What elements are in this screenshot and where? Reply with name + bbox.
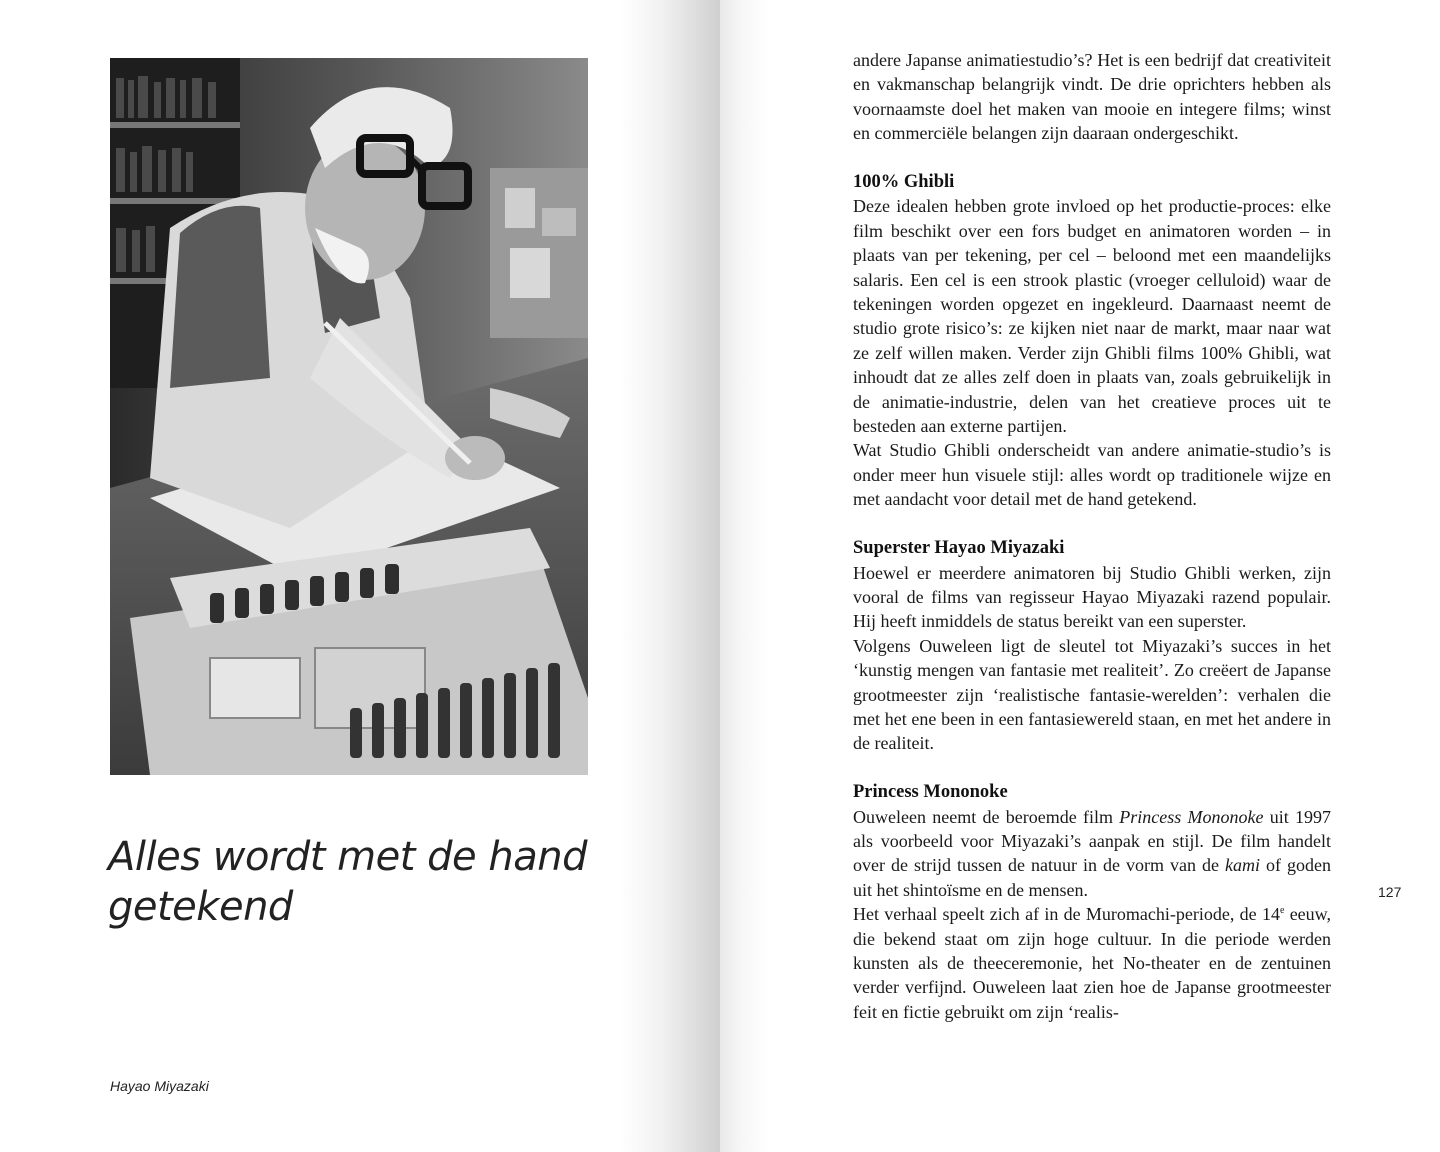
paragraph: Hoewel er meerdere animatoren bij Studio Ghibli werken, zijn vooral de films van regisseur Hayao Miyazaki razend populair. Hij heeft inmiddels de status bereikt van een superster.: [853, 562, 1331, 632]
intro-paragraph: andere Japanse animatiestudio’s? Het is een bedrijf dat creativiteit en vakmanschap belangrijk vindt. De drie oprichters hebben als voornaamste doel het maken van mooie en integere films; winst en commerciële belangen zijn daaraan ondergeschikt.: [853, 50, 1331, 144]
text-run: uit 1997 als voorbeeld voor Miyazaki’s aanpak en stijl. De film handelt over de strijd tussen de natuur in de vorm van de: [853, 806, 1331, 876]
paragraph: [853, 902, 1331, 1024]
section-heading-princess-mononoke: Princess Mononoke: [853, 782, 1008, 803]
page-number: 127: [1378, 884, 1402, 900]
paragraph: Volgens Ouweleen ligt de sleutel tot Miyazaki’s succes in het ‘kunstig mengen van fantasie met realiteit’. Zo creëert de Japanse grootmeester zijn ‘realistische fantasie-werelden’: verhalen die met het ene been in een fantasiewereld staan, en met het andere in de realiteit.: [853, 635, 1331, 754]
paragraph: Deze idealen hebben grote invloed op het productie-proces: elke film beschikt over een fors budget en animatoren worden – in plaats van per tekening, per cel – beloond met een maandelijks salaris. Een cel is een strook plastic (vroeger celluloid) waar de tekeningen worden opgezet en ingekleurd. Daarnaast neemt de studio grote risico’s: ze kijken niet naar de markt, maar naar wat ze zelf willen maken. Verder zijn Ghibli films 100% Ghibli, wat inhoudt dat ze alles zelf doen in plaats van, zoals gebruikelijk in de animatie-industrie, delen van het creatieve proces uit te besteden aan externe partijen.: [853, 196, 1331, 437]
article-body: [853, 48, 1331, 1024]
paragraph: Wat Studio Ghibli onderscheidt van andere animatie-studio’s is onder meer hun visuele stijl: alles wordt op traditionele wijze en met aandacht voor detail met de hand getekend.: [853, 440, 1331, 510]
section-heading-superster: Superster Hayao Miyazaki: [853, 538, 1065, 559]
photo-caption: Hayao Miyazaki: [110, 1078, 209, 1094]
section-heading-100-ghibli: 100% Ghibli: [853, 172, 955, 193]
text-run: of goden uit het shintoïsme en de mensen.: [853, 855, 1331, 900]
text-run: Ouweleen neemt de beroemde film: [853, 806, 1120, 827]
miyazaki-photo: [110, 58, 588, 775]
superscript: e: [1279, 905, 1285, 917]
term-kami: kami: [1225, 855, 1260, 876]
paragraph: [853, 805, 1331, 903]
pull-quote-headline: Alles wordt met de hand getekend: [108, 834, 587, 930]
text-run: eeuw, die bekend staat om zijn hoge cultuur. In die periode werden kunsten als de theeceremonie, het No-theater en de zentuinen verder verfijnd. Ouweleen laat zien hoe de Japanse grootmeester feit en fictie gebruikt om zijn ‘realis-: [853, 904, 1332, 1022]
film-title: Princess Mononoke: [1119, 806, 1264, 827]
text-run: Het verhaal speelt zich af in de Muromachi-periode, de 14: [853, 904, 1280, 925]
